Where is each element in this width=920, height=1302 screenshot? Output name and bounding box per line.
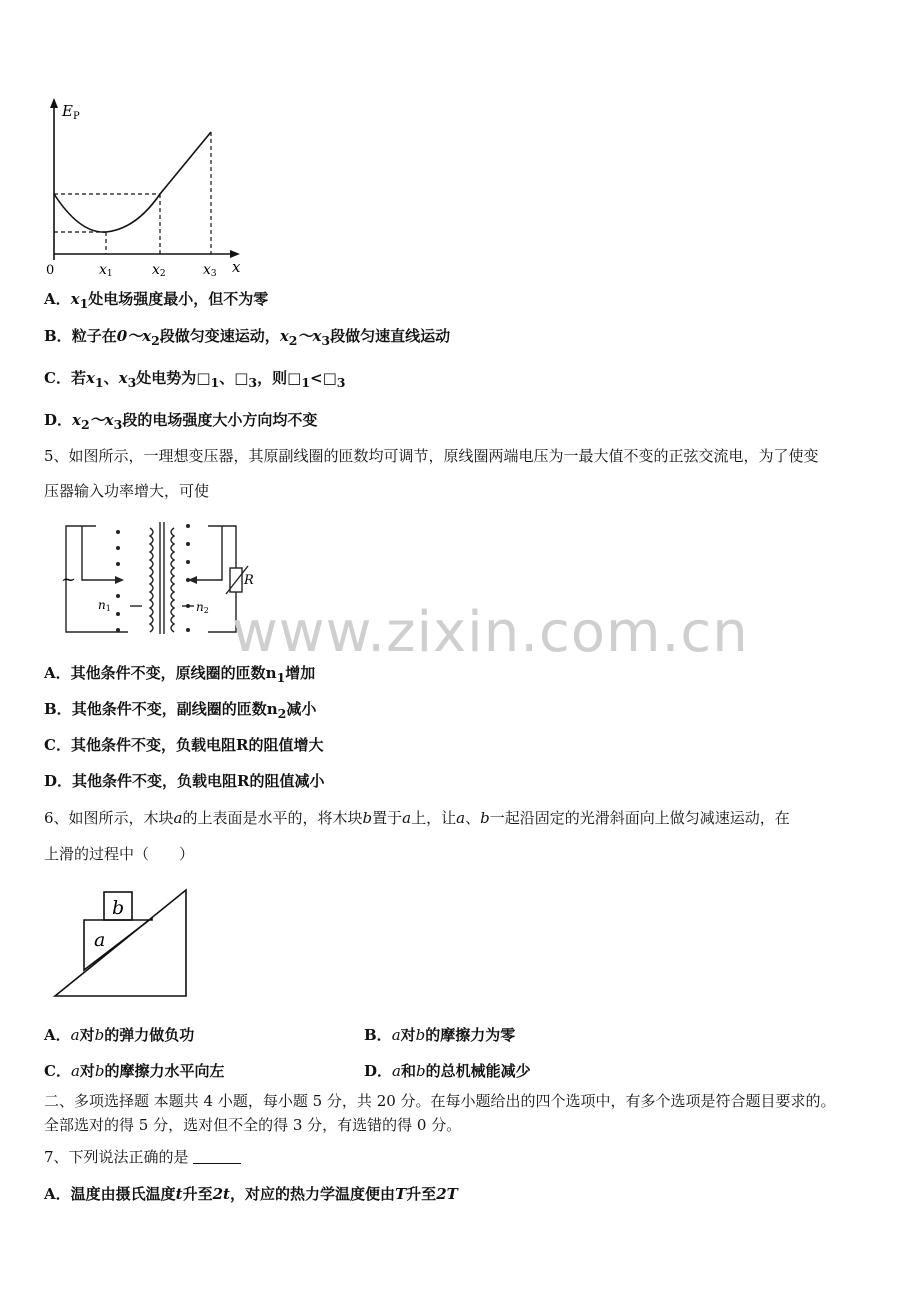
option-text: 段做匀速直线运动 (330, 327, 451, 345)
option-text: 温度由摄氏温度 (70, 1185, 176, 1203)
tap-dot (186, 578, 190, 582)
primary-coil (150, 528, 153, 632)
n1-label: n (98, 598, 106, 612)
ep-axis-x-arrow (230, 250, 240, 258)
q6-stem-line-2: 上滑的过程中（ ） (44, 845, 195, 863)
option-text: 对 (79, 1062, 95, 1080)
q6-option-c (44, 1061, 225, 1081)
option-label: C． (44, 369, 71, 387)
option-text: 对 (79, 1026, 95, 1044)
q5-stem-line-1: 5、如图所示，一理想变压器，其原副线圈的匝数均可调节，原线圈两端电压为一最大值不变的正弦交流电，为了使变 (44, 447, 819, 465)
tap-dot (186, 560, 190, 564)
tap-dot (186, 604, 190, 608)
var: R (235, 736, 249, 754)
incline-figure (52, 886, 192, 1000)
sub: 1 (210, 375, 220, 390)
tap-dot (186, 628, 190, 632)
option-text: 的阻值减小 (249, 772, 325, 790)
block-b-label: b (112, 897, 125, 919)
option-text: 其他条件不变，负载电阻 (72, 772, 238, 790)
option-text: 、 (219, 369, 235, 387)
option-label: C． (44, 1062, 71, 1080)
ep-graph-figure (40, 94, 250, 278)
var: n (265, 664, 277, 682)
answer-blank (193, 1149, 241, 1164)
option-label: A． (44, 290, 71, 308)
var-t: t (175, 1185, 183, 1203)
q5-option-a (44, 663, 315, 688)
resistor-r (230, 568, 242, 592)
var: x (279, 327, 289, 345)
option-label: A． (44, 664, 71, 682)
option-label: A． (44, 1185, 71, 1203)
stem-text: 置于 (372, 809, 403, 827)
q4-option-b (44, 326, 450, 351)
q4-option-a (44, 289, 268, 314)
n2-label: n (196, 600, 204, 614)
var-b: b (94, 1026, 105, 1044)
sub: 1 (79, 296, 89, 311)
n1-sub: 1 (105, 604, 111, 613)
ac-source-symbol: ~ (61, 569, 77, 590)
missing-glyph: □ (322, 369, 337, 387)
var: 0～x (116, 327, 152, 345)
ep-x3-sub: 3 (210, 269, 217, 278)
ep-axis-y-arrow (50, 98, 58, 108)
var-b: b (362, 809, 373, 827)
tap-dot (116, 578, 120, 582)
stem-text: 一起沿固定的光滑斜面向上做匀减速运动，在 (489, 809, 790, 827)
ep-x2-label: x (152, 262, 160, 278)
stem-text: 7、下列说法正确的是 (44, 1148, 189, 1166)
option-label: D． (364, 1062, 393, 1080)
svg-text:x2 (152, 262, 166, 278)
var: ～x (89, 411, 114, 429)
option-text: 其他条件不变，原线圈的匝数 (70, 664, 266, 682)
tap-dot (116, 530, 120, 534)
svg-text:x1 (99, 262, 113, 278)
option-text: 的摩擦力水平向左 (104, 1062, 225, 1080)
tap-dot (116, 562, 120, 566)
tap-dot (116, 546, 120, 550)
var-x1: x (70, 290, 80, 308)
n2-sub: 2 (203, 606, 209, 615)
missing-glyph: □ (234, 369, 249, 387)
option-text: 、 (103, 369, 119, 387)
ep-x2-sub: 2 (159, 269, 166, 278)
option-text: 对 (400, 1026, 416, 1044)
q6-option-b (364, 1025, 515, 1045)
option-text: ，对应的热力学温度便由 (229, 1185, 395, 1203)
section2-line-2: 全部选对的得 5 分，选对但不全的得 3 分，有选错的得 0 分。 (44, 1116, 462, 1134)
option-text: 的摩擦力为零 (425, 1026, 516, 1044)
missing-glyph: □ (196, 369, 211, 387)
tap-dot (116, 628, 120, 632)
option-text: 若 (70, 369, 86, 387)
ep-y-label: E (62, 102, 73, 120)
var-a: a (70, 1026, 80, 1044)
sub: 2 (277, 706, 287, 721)
option-text: 段的电场强度大小方向均不变 (122, 411, 318, 429)
var-2t: 2t (212, 1185, 230, 1203)
sub: 2 (80, 417, 90, 432)
option-text: 处电势为 (136, 369, 197, 387)
option-label: D． (44, 772, 73, 790)
option-text: < (310, 369, 323, 387)
option-text: 和 (400, 1062, 416, 1080)
ep-x1-sub: 1 (106, 269, 113, 278)
option-text: 升至 (182, 1185, 213, 1203)
q5-option-c (44, 735, 323, 755)
q5-option-b (44, 699, 316, 724)
block-a-label: a (94, 929, 106, 951)
section2-line-1: 二、多项选择题 本题共 4 小题，每小题 5 分，共 20 分。在每小题给出的四个选项中，有多个选项是符合题目要求的。 (44, 1092, 836, 1110)
var: x (72, 411, 81, 429)
option-label: D． (44, 411, 73, 429)
option-text: 的总机械能减少 (425, 1062, 531, 1080)
ep-x3-label: x (203, 262, 211, 278)
r-label: R (244, 573, 254, 588)
option-text: 增加 (285, 664, 316, 682)
option-label: B． (44, 700, 72, 718)
var-b: b (415, 1026, 426, 1044)
tap-dot (186, 542, 190, 546)
var-a: a (173, 809, 183, 827)
stem-text: 、 (465, 809, 481, 827)
var: x (85, 369, 95, 387)
q4-option-d (44, 410, 317, 435)
option-text: 段做匀变速运动， (159, 327, 280, 345)
secondary-coil (171, 528, 174, 632)
ep-x-axis-label: x (232, 258, 241, 276)
q7-option-a (44, 1184, 458, 1204)
option-text: 处电场强度最小，但不为零 (88, 290, 269, 308)
svg-text:n2 (196, 600, 209, 615)
q6-option-d (364, 1061, 531, 1081)
option-label: C． (44, 736, 71, 754)
tap-dot (116, 594, 120, 598)
var: n (266, 700, 278, 718)
q4-option-c (44, 368, 345, 393)
option-text: 减小 (286, 700, 317, 718)
sub: 3 (113, 417, 123, 432)
option-text: 的阻值增大 (248, 736, 324, 754)
missing-glyph: □ (287, 369, 302, 387)
sub: 3 (321, 333, 331, 348)
ep-y-sub: P (72, 111, 80, 122)
option-label: B． (364, 1026, 392, 1044)
var-T: T (395, 1185, 407, 1203)
q5-option-d (44, 771, 325, 791)
tap-dot (116, 612, 120, 616)
var-b: b (480, 809, 490, 827)
primary-top-wire (82, 526, 118, 580)
ep-x1-label: x (99, 262, 107, 278)
option-text: 其他条件不变，副线圈的匝数 (71, 700, 267, 718)
tap-dot (186, 524, 190, 528)
sub: 3 (336, 375, 346, 390)
option-text: ，则 (257, 369, 288, 387)
var-a: a (402, 809, 412, 827)
q6-option-a (44, 1025, 194, 1045)
option-text: 的弹力做负功 (104, 1026, 195, 1044)
q5-stem-line-2: 压器输入功率增大，可使 (44, 482, 210, 500)
q6-stem-line-1 (44, 808, 790, 828)
option-text: 升至 (406, 1185, 437, 1203)
watermark: www.zixin.com.cn (232, 600, 749, 665)
var-a: a (391, 1026, 401, 1044)
sub: 3 (127, 375, 137, 390)
option-text: 粒子在 (71, 327, 117, 345)
sub: 1 (276, 670, 286, 685)
var-b: b (94, 1062, 105, 1080)
sub: 3 (248, 375, 258, 390)
ep-origin-label: 0 (46, 263, 55, 278)
stem-text: 的上表面是水平的，将木块 (182, 809, 363, 827)
q7-stem (44, 1147, 241, 1167)
var-a: a (70, 1062, 80, 1080)
var: x (118, 369, 128, 387)
option-label: B． (44, 327, 72, 345)
var-a: a (456, 809, 466, 827)
var: ～x (297, 327, 322, 345)
ep-curve (54, 132, 211, 232)
svg-text:EP (61, 102, 80, 122)
var-b: b (415, 1062, 426, 1080)
sub: 2 (151, 333, 160, 348)
stem-text: 上，让 (411, 809, 457, 827)
stem-text: 6、如图所示，木块 (44, 809, 174, 827)
option-text: 其他条件不变，负载电阻 (70, 736, 236, 754)
option-label: A． (44, 1026, 71, 1044)
sub: 2 (288, 333, 298, 348)
sub: 1 (94, 375, 104, 390)
sub: 1 (301, 375, 311, 390)
var-a: a (392, 1062, 401, 1080)
var: R (237, 772, 250, 790)
var-2T: 2T (436, 1185, 458, 1203)
svg-text:n1 (98, 598, 111, 613)
secondary-tap-wire (194, 526, 222, 580)
svg-text:x3 (203, 262, 217, 278)
